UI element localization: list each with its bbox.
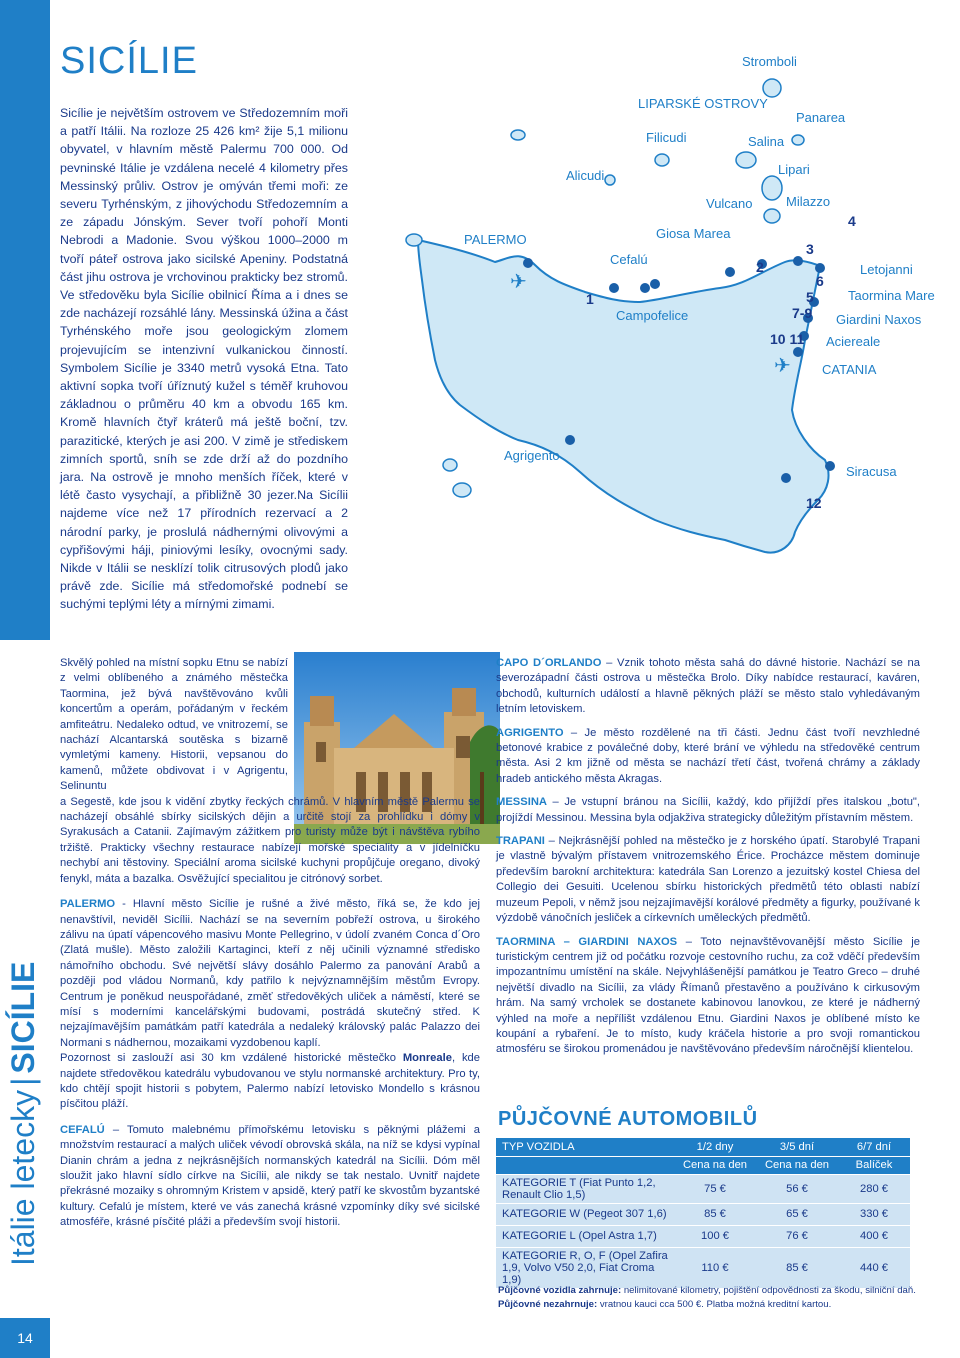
cefalu-heading: CEFALÚ — [60, 1123, 105, 1136]
map-label-giosa: Giosa Marea — [656, 226, 731, 241]
map-number-12: 12 — [806, 495, 822, 511]
left-column — [60, 656, 480, 1231]
map-label-lipari: Lipari — [778, 162, 810, 177]
map-svg — [400, 40, 960, 640]
table-cell: 100 € — [674, 1225, 756, 1247]
trapani-section: TRAPANI – Nejkrásnější pohled na městečko je z horského úpatí. Starobylé Trapani je vlastně bývalým přístavem vnitrozemského Érice. Procházce městem dominuje především barokní architektura: katedrála San Lorenzo a jezuitský kostel Chiesa del Collegio dei Gesuiti. Ucelenou sbírku historických předmětů této oblasti nabízí muzeum Pepoli, v němž jsou nejzajímavější korálové předměty a figurky, používané k výzdobě vánočních jesliček a církevních uměleckých předmětů. — [496, 835, 920, 925]
rental-title: PŮJČOVNÉ AUTOMOBILŮ — [498, 1108, 758, 1130]
taormina-heading: TAORMINA – GIARDINI NAXOS — [496, 935, 678, 948]
trapani-heading: TRAPANI — [496, 835, 545, 848]
table-cell: 280 € — [838, 1174, 910, 1203]
map-label-letojanni: Letojanni — [860, 262, 913, 277]
map-label-catania: CATANIA — [822, 362, 877, 377]
side-bar-top — [0, 0, 50, 640]
island-filicudi — [655, 154, 669, 166]
palermo-section: PALERMO - Hlavní město Sicílie je rušné a živé město, říká se, že kdo jej nenavštívil, neviděl Sicílii. Nachází se na severním pobřeží ostrova, u širokého zálivu na úpatí vápencového masivu Monte Pellegrino, v údolí zvaném Conca d´Oro (Zlatá mušle). Město založili Kartaginci, kteří z něj učinili významné středisko námořního obchodu. Své největší slávy dosáhlo Palermo za panování Arabů a později pod vládou Normanů, kdy patřilo k nejvýznamnějším městům Evropy. Centrum je poněkud neuspořádané, změť středověkých uliček a náměstí, které se mísí s moderními kancelářskými budovami, postrádá skutečný střed. K nejzajímavějším památkám patří katedrála a nedaleký královský palác Palazzo dei Normani s nádhernou, mozaikami vyzdobenou kaplí. — [60, 898, 480, 1049]
table-row — [496, 1225, 910, 1247]
map-number-5: 5 — [806, 289, 814, 305]
table-cell: 75 € — [674, 1174, 756, 1203]
map-label-agrigento: Agrigento — [504, 448, 560, 463]
rental-header: 6/7 dní — [838, 1138, 910, 1156]
island-stromboli — [763, 79, 781, 97]
table-cell: 440 € — [838, 1247, 910, 1288]
monreale-paragraph: Pozornost si zaslouží asi 30 km vzdálené historické městečko Monreale, kde najdete středověkou katedrálu vybudovanou ve stylu normanské architektury. Pro ty, kdo chtějí spojit historii s pobytem, Palermo nabízí letovisko Mondello s krásnou písčitou pláží. — [60, 1052, 480, 1111]
intro-text: Sicílie je největším ostrovem ve Středozemním moři a patří Itálii. Na rozloze 25 426 km² žije 5,1 milionu obyvatel, v hlavním městě Palermu 700 000. Od pevninské Itálie je vzdálena necelé 4 kilometry přes Messinský průliv. Ostrov je omýván třemi moři: ze severu Tyrhénským, z jihovýchodu Středozemním a ze západu Jónským. Sever tvoří pohoří Monti Nebrodi a Madonie. Svou výškou 1000–2000 m tvoří páteř ostrova jako sicilské Apeniny. Podstatná část jihu ostrova je vrchovinou prakticky bez stromů. Ve středověku byla Sicílie obilnicí Říma a i dnes se zde nacházejí rozsáhlé lány. Messinská úžina a část Tyrhénského moře jsou geologickým zlomem projevujícím se intenzivní vulkanickou činností. Symbolem Sicílie je 3340 metrů vysoká Etna. Tato aktivní sopka tvoří úříznutý kužel s téměř kruhovou základnou o průměru 40 km a obvodu 165 km. Kromě hlavních čtyř kráterů má ještě boční, tzv. parazitické, kterých je asi 200. V zimě je střediskem zimních sportů, sníh se zde drží až do pozdního jara. Na ostrově je mnoho menších říček, které v létě často vysychají, a přibližně 30 jezer.Na Sicílii najdeme více než 17 přírodních rezervací a 2 národní parky, je proslulá nádhernými olivovými a cypřišovými háji, piniovými lesíky, ovocnými sady. Nikde v Itálii se nesklízí tolik citrusových plodů jako právě zde. Sicílie má středomořské podnebí se suchými teplými léty a mírnými zimami. — [60, 106, 348, 612]
table-cell: 65 € — [756, 1203, 838, 1225]
table-cell: KATEGORIE L (Opel Astra 1,7) — [496, 1225, 674, 1247]
rental-subheader-row — [496, 1156, 910, 1174]
agrigento-section: AGRIGENTO – Je město rozdělené na tři části. Jednu část tvoří nevzhledné betonové krabice z poválečné doby, které brání ve výhledu na středověké centrum města. Asi 2 km jižně od města se nachází třetí část, tvořená chrámy a základy hradeb antického města Akragas. — [496, 726, 920, 785]
sicily-island — [418, 240, 829, 553]
island-vulcano — [764, 209, 780, 223]
etna-text-b: a Segestě, kde jsou k vidění zbytky řeckých chrámů. V hlavním městě Palermu se nacházejí obsáhlé sbírky sicilských dějin a určitě stojí za prohlídku i dómy v Syrakusách a Catanii. Zajímavým zážitkem pro turisty může být i návštěva rybího tržiště. Prakticky všechny restaurace nabízejí mořské speciality a v jídelníčku nechybí ani těstoviny. Speciální aroma sicilské kuchyni propůjčuje oregano, divoký fenykl, máta a bazalka. Osvěžující specialitou je citrónový sorbet. — [60, 795, 480, 885]
map-number-1: 1 — [586, 291, 594, 307]
map-label-palermo: PALERMO — [464, 232, 527, 247]
table-row — [496, 1203, 910, 1225]
island-egadi-2 — [443, 459, 457, 471]
page-number: 14 — [0, 1318, 50, 1358]
sidebar-label: Itálie letecky|SICÍLIE — [5, 961, 41, 1266]
map-number-7-9: 7-9 — [792, 305, 813, 321]
rental-header: TYP VOZIDLA — [496, 1138, 674, 1156]
table-cell: KATEGORIE W (Pegeot 307 1,6) — [496, 1203, 674, 1225]
palermo-heading: PALERMO — [60, 898, 116, 911]
table-cell: KATEGORIE T (Fiat Punto 1,2, Renault Clio 1,5) — [496, 1174, 674, 1203]
map-label-stromboli: Stromboli — [742, 54, 797, 69]
page-title: SICÍLIE — [60, 40, 198, 82]
map-number-10-11: 10 11 — [770, 331, 805, 347]
table-cell: 330 € — [838, 1203, 910, 1225]
rental-subheader: Balíček — [838, 1156, 910, 1174]
capo-section: CAPO D´ORLANDO – Vznik tohoto města sahá do dávné historie. Nachází se na severozápadní části ostrova u městečka Brolo. Díky nabídce restaurací, kaváren, obchodů, kulturních událostí a hlavně pěkných pláží se město stalo vyhledávaným letním letoviskem. — [496, 657, 920, 716]
rental-header-row — [496, 1138, 910, 1156]
table-row — [496, 1174, 910, 1203]
map-label-campofelice: Campofelice — [616, 308, 689, 323]
monreale-name: Monreale — [402, 1052, 452, 1065]
sicily-map — [400, 40, 960, 640]
map-number-2: 2 — [756, 259, 764, 275]
table-cell: 400 € — [838, 1225, 910, 1247]
airport-palermo-icon: ✈ — [510, 271, 527, 293]
map-label-lipari-islands: LIPARSKÉ OSTROVY — [638, 96, 768, 111]
island-ustica — [511, 130, 525, 140]
rental-note-included: Půjčovné vozidla zahrnuje: nelimitované kilometry, pojištění odpovědnosti za škodu, silniční daň. — [498, 1285, 916, 1296]
rental-subheader: Cena na den — [756, 1156, 838, 1174]
etna-text-a: Skvělý pohled na místní sopku Etnu se nabízí z velmi oblíbeného a známého městečka Taormina, jež bývá navštěvováno kvůli koncertům a operám, pořádaným v řeckém amfiteátru. Nedaleko odtud, ve vnitrozemí, se nachází Alcantarská soutěska s bizarně vymletými kameny. Historii, vepsanou do kamenů, můžete obdivovat i v Agrigentu, Selinuntu — [60, 657, 288, 793]
map-label-panarea: Panarea — [796, 110, 846, 125]
map-label-siracusa: Siracusa — [846, 464, 897, 479]
table-cell: KATEGORIE R, O, F (Opel Zafira 1,9, Volvo V50 2,0, Fiat Croma 1,9) — [496, 1247, 674, 1288]
map-label-giardini: Giardini Naxos — [836, 312, 922, 327]
capo-heading: CAPO D´ORLANDO — [496, 657, 602, 669]
table-row — [496, 1247, 910, 1288]
rental-subheader: Cena na den — [674, 1156, 756, 1174]
messina-heading: MESSINA — [496, 796, 547, 809]
map-number-4: 4 — [848, 213, 856, 229]
table-cell: 85 € — [674, 1203, 756, 1225]
rental-header: 3/5 dní — [756, 1138, 838, 1156]
map-label-cefalu: Cefalú — [610, 252, 648, 267]
rental-table — [496, 1138, 910, 1289]
map-label-vulcano: Vulcano — [706, 196, 753, 211]
map-label-alicudi: Alicudi — [566, 168, 605, 183]
table-cell: 56 € — [756, 1174, 838, 1203]
map-label-acireale: Aciereale — [826, 334, 881, 349]
island-egadi-3 — [453, 483, 471, 497]
rental-subheader — [496, 1156, 674, 1174]
island-panarea — [792, 135, 804, 145]
cefalu-section: CEFALÚ – Tomuto malebnému přímořskému letovisku s pěknými plážemi a množstvím restaurací a malých uliček vévodí obrovská skála, na níž se kdysi vypínal Dianin chrám a jedna z nejkrásnějších normanských katedrál na Sicílii. Dóm měl sloužit jako hlavní sídlo církve na Sicílii, ale nikdy se tak nestalo. Uvnitř najdete překrásné mozaiky s ohromným Kristem v apsidě, který patří ke skvostům byzantské kultury. Cefalú je místem, které ve vás zanechá krásné vzpomínky díky své sicilské atmosféře, krásné písčité pláži a především svojí historii. — [60, 1123, 480, 1229]
rental-note-excluded: Půjčovné nezahrnuje: vratnou kauci cca 500 €. Platba možná kreditní kartou. — [498, 1299, 832, 1310]
map-label-milazzo: Milazzo — [786, 194, 831, 209]
map-number-6: 6 — [816, 273, 824, 289]
agrigento-heading: AGRIGENTO — [496, 726, 564, 739]
rental-header: 1/2 dny — [674, 1138, 756, 1156]
map-number-3: 3 — [806, 241, 814, 257]
map-label-filicudi: Filicudi — [646, 130, 687, 145]
taormina-section: TAORMINA – GIARDINI NAXOS – Toto nejnavštěvovanější město Sicílie je turistickým centrem již od počátku rozvoje cestovního ruchu, za což vděčí především impozantnímu umístění na skále. Nejvyhlášenější památkou je Teatro Greco – druhé největší divadlo na Sicílii, za vlády Římanů přestavěno a používáno k cirkusovým hrám. Na samý vrcholek se dostanete kabinovou lanovkou, ze které je nádherný výhled na moře a nepřílišt vzdálenou Etnu. Giardini Naxos je oblíbené místo ke koupání a rybaření. Je to místo, kudy kráčela historie a pro svoji romantickou atmosféru se širokou promenádou je navštěvováno především náročnější klientelou. — [496, 935, 920, 1056]
island-alicudi — [605, 175, 615, 185]
map-label-taormina: Taormina Mare — [848, 288, 935, 303]
island-lipari — [762, 176, 782, 200]
airport-catania-icon: ✈ — [774, 355, 791, 377]
table-cell: 85 € — [756, 1247, 838, 1288]
island-egadi-1 — [406, 234, 422, 246]
table-cell: 76 € — [756, 1225, 838, 1247]
map-label-salina: Salina — [748, 134, 785, 149]
island-salina — [736, 152, 756, 168]
right-column — [496, 656, 920, 1066]
rental-notes — [498, 1284, 918, 1312]
table-cell: 110 € — [674, 1247, 756, 1288]
messina-section: MESSINA – Je vstupní bránou na Sicílii, každý, kdo přijíždí přes italskou „botu", projíždí Messinou. Messina byla odjakživa strategicky důležitým přístavním městem. — [496, 796, 920, 824]
